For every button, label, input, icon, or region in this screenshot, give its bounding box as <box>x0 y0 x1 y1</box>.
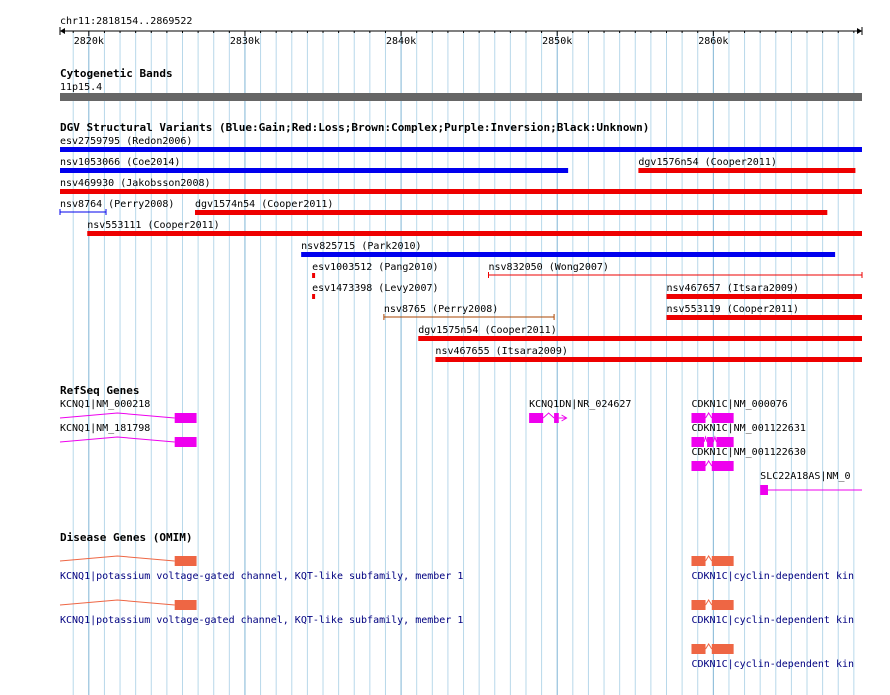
exon-block <box>707 437 713 447</box>
omim-gene-feature[interactable] <box>691 556 854 582</box>
ruler-tick-label: 2840k <box>386 36 417 47</box>
exon-block <box>529 413 543 423</box>
dgv-variant-bar <box>60 189 862 194</box>
dgv-variant-bar <box>638 168 855 173</box>
omim-features <box>60 556 854 670</box>
refseq-features <box>60 399 862 495</box>
dgv-variant-label: nsv553119 (Cooper2011) <box>666 304 799 315</box>
intron-line <box>706 461 712 466</box>
gene-feature[interactable] <box>529 399 631 423</box>
exon-block <box>175 600 197 610</box>
exon-block <box>712 600 734 610</box>
exon-block <box>691 437 703 447</box>
dgv-variant-bar <box>312 294 315 299</box>
dgv-variant[interactable] <box>666 304 862 320</box>
dgv-variant[interactable] <box>489 262 862 278</box>
dgv-variant-bar <box>60 168 568 173</box>
ruler-tick-label: 2850k <box>542 36 573 47</box>
omim-gene-label: CDKN1C|cyclin-dependent kin <box>691 659 855 670</box>
dgv-variant-label: esv2759795 (Redon2006) <box>60 136 193 147</box>
dgv-variant-label: nsv825715 (Park2010) <box>301 241 422 252</box>
dgv-variant-bar <box>666 315 862 320</box>
gene-feature[interactable] <box>60 399 197 423</box>
dgv-variant[interactable] <box>435 346 862 362</box>
exon-block <box>712 644 734 654</box>
dgv-variant-bar <box>312 273 315 278</box>
dgv-variant[interactable] <box>312 262 438 278</box>
dgv-variant-label: esv1473398 (Levy2007) <box>312 283 439 294</box>
omim-gene-feature[interactable] <box>691 600 854 626</box>
ruler-left-arrow-icon <box>60 28 65 34</box>
omim-gene-label: KCNQ1|potassium voltage-gated channel, KQT-like subfamily, member 1 <box>60 571 464 582</box>
dgv-variant[interactable] <box>312 283 438 299</box>
intron-line <box>60 437 175 442</box>
dgv-track-title: DGV Structural Variants (Blue:Gain;Red:Loss;Brown:Complex;Purple:Inversion;Black:Unknown) <box>60 121 650 134</box>
refseq-gene-label: SLC22A18AS|NM_0 <box>760 471 851 482</box>
exon-block <box>175 437 197 447</box>
ruler-tick-label: 2860k <box>698 36 729 47</box>
dgv-variant-bar <box>195 210 827 215</box>
cytoband-track[interactable] <box>60 67 862 101</box>
dgv-variant-label: nsv467657 (Itsara2009) <box>666 283 799 294</box>
exon-block <box>712 413 734 423</box>
dgv-variant[interactable] <box>195 199 827 215</box>
omim-gene-feature[interactable] <box>691 644 854 670</box>
intron-line <box>704 437 707 442</box>
intron-line <box>706 413 712 418</box>
refseq-gene-label: CDKN1C|NM_001122631 <box>691 423 806 434</box>
gene-feature[interactable] <box>691 399 787 423</box>
dgv-variant[interactable] <box>87 220 862 236</box>
dgv-variant-label: nsv553111 (Cooper2011) <box>87 220 220 231</box>
dgv-variant-bar <box>418 336 862 341</box>
dgv-track[interactable] <box>60 121 862 362</box>
dgv-variant-label: nsv467655 (Itsara2009) <box>435 346 568 357</box>
refseq-gene-label: CDKN1C|NM_001122630 <box>691 447 806 458</box>
dgv-variant-label: dgv1576n54 (Cooper2011) <box>638 157 777 168</box>
dgv-variant[interactable] <box>666 283 862 299</box>
gene-feature[interactable] <box>60 423 197 447</box>
omim-gene-label: KCNQ1|potassium voltage-gated channel, KQT-like subfamily, member 1 <box>60 615 464 626</box>
dgv-variant[interactable] <box>60 199 174 215</box>
intron-line <box>543 413 554 418</box>
dgv-variant[interactable] <box>60 178 862 194</box>
exon-block <box>760 485 768 495</box>
cytoband-track-title: Cytogenetic Bands <box>60 67 173 80</box>
exon-block <box>691 413 705 423</box>
dgv-variant[interactable] <box>384 304 554 320</box>
dgv-variant-bar <box>435 357 862 362</box>
refseq-gene-label: KCNQ1|NM_181798 <box>60 423 151 434</box>
exon-block <box>691 644 705 654</box>
exon-block <box>712 461 734 471</box>
exon-block <box>691 600 705 610</box>
dgv-variant-label: nsv1053066 (Coe2014) <box>60 157 181 168</box>
cytoband-label: 11p15.4 <box>60 82 103 93</box>
intron-line <box>60 600 175 605</box>
dgv-variant-label: nsv8765 (Perry2008) <box>383 304 499 315</box>
refseq-gene-label: KCNQ1DN|NR_024627 <box>529 399 632 410</box>
exon-block <box>175 413 197 423</box>
exon-block <box>554 413 559 423</box>
exon-block <box>716 437 733 447</box>
dgv-variant-bar <box>666 294 862 299</box>
dgv-variant[interactable] <box>60 157 568 173</box>
dgv-variant-label: dgv1574n54 (Cooper2011) <box>194 199 334 210</box>
ruler-tick-label: 2820k <box>73 36 104 47</box>
refseq-gene-label: CDKN1C|NM_000076 <box>691 399 788 410</box>
refseq-gene-label: KCNQ1|NM_000218 <box>60 399 151 410</box>
exon-block <box>691 556 705 566</box>
cytoband-bar[interactable] <box>60 93 862 101</box>
dgv-variant[interactable] <box>418 325 862 341</box>
ruler-range-label: chr11:2818154..2869522 <box>60 16 193 27</box>
ruler-tick-label: 2830k <box>229 36 261 47</box>
dgv-variant[interactable] <box>60 136 862 152</box>
dgv-features <box>60 136 862 362</box>
dgv-variant-label: nsv8764 (Perry2008) <box>60 199 175 210</box>
dgv-variant-bar <box>60 147 862 152</box>
intron-line <box>60 556 175 561</box>
dgv-variant-bar <box>87 231 862 236</box>
intron-line <box>706 644 712 649</box>
refseq-track-title: RefSeq Genes <box>60 384 140 397</box>
exon-block <box>712 556 734 566</box>
intron-line <box>706 600 712 605</box>
omim-track-title: Disease Genes (OMIM) <box>60 531 193 544</box>
ruler-ticks <box>60 27 862 47</box>
ruler-right-arrow-icon <box>857 28 862 34</box>
intron-line <box>706 556 712 561</box>
dgv-variant-label: nsv832050 (Wong2007) <box>488 262 609 273</box>
refseq-track[interactable] <box>60 384 862 495</box>
dgv-variant-bar <box>301 252 835 257</box>
dgv-variant[interactable] <box>301 241 835 257</box>
exon-block <box>691 461 705 471</box>
gene-feature[interactable] <box>691 447 805 471</box>
dgv-variant-label: nsv469930 (Jakobsson2008) <box>60 178 211 189</box>
omim-gene-label: CDKN1C|cyclin-dependent kin <box>691 615 855 626</box>
gene-feature[interactable] <box>691 423 805 447</box>
dgv-variant-label: esv1003512 (Pang2010) <box>312 262 439 273</box>
exon-block <box>175 556 197 566</box>
omim-track[interactable] <box>60 531 854 670</box>
dgv-variant-label: dgv1575n54 (Cooper2011) <box>418 325 557 336</box>
ruler[interactable] <box>60 16 862 47</box>
omim-gene-label: CDKN1C|cyclin-dependent kin <box>691 571 855 582</box>
intron-line <box>60 413 175 418</box>
